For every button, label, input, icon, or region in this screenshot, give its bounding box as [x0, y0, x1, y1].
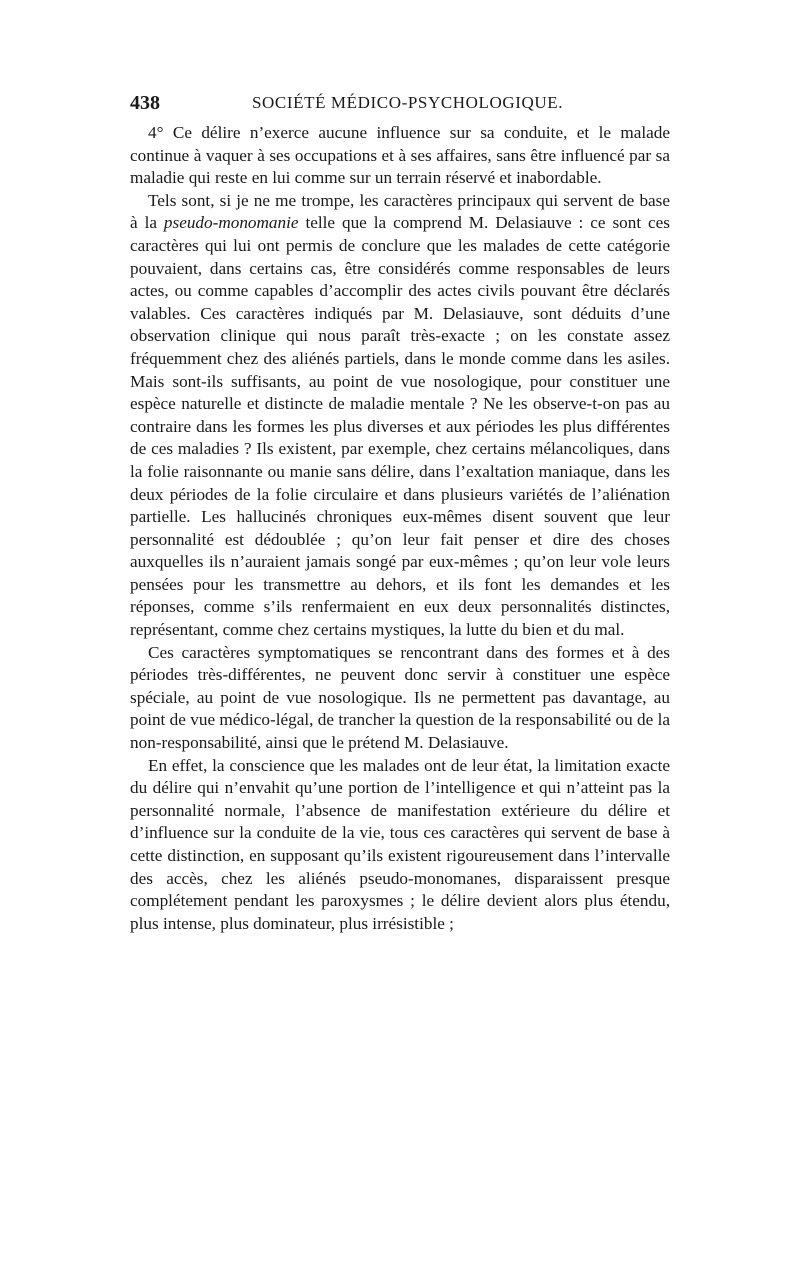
paragraph-text: Tels sont, si je ne me trompe, les caractères principaux qui servent de base à la	[130, 190, 670, 233]
paragraph: En effet, la conscience que les malades ont de leur état, la limitation exacte du délire qui n’envahit qu’une portion de l’intelligence et qui n’atteint pas la personnalité normale, l’absence de manifestation extérieure du délire et d’influence sur la conduite de la vie, tous ces caractères qui servent de base à cette distinction, en supposant qu’ils existent rigoureusement dans l’intervalle des accès, chez les aliénés pseudo-monomanes, disparaissent presque complétement pendant les paroxysmes ; le délire devient alors plus étendu, plus intense, plus dominateur, plus irrésistible ;	[130, 755, 670, 933]
book-page	[130, 88, 670, 935]
page-number: 438	[130, 92, 160, 114]
paragraph	[130, 190, 670, 642]
paragraph-text: telle que la comprend M. Delasiauve : ce sont ces caractères qui lui ont permis de conclure que les malades de cette catégorie pouvaient, dans certains cas, être considérés comme responsables de leurs actes, ou comme capables d’accomplir des actes civils pouvant être déclarés valables. Ces caractères indiqués par M. Delasiauve, sont déduits d’une observation clinique qui nous paraît très-exacte ; on les constate assez fréquemment chez des aliénés partiels, dans le monde comme dans les asiles. Mais sont-ils suffisants, au point de vue nosologique, pour constituer une espèce naturelle et distincte de maladie mentale ? Ne les observe-t-on pas au contraire dans les formes les plus diverses et aux périodes les plus différentes de ces maladies ? Ils existent, par exemple, chez certains mélancoliques, dans la folie raisonnante ou manie sans délire, dans l’exaltation maniaque, dans les deux périodes de la folie circulaire et dans plusieurs variétés de l’aliénation partielle. Les hallucinés chroniques eux-mêmes disent souvent que leur personnalité est dédoublée ; qu’on leur fait penser et dire des choses auxquelles ils n’auraient jamais songé par eux-mêmes ; qu’on leur vole leurs pensées pour les transmettre au dehors, et ils font les demandes et les réponses, comme s’ils renfermaient en eux deux personnalités distinctes, représentant, comme chez certains mystiques, la lutte du bien et du mal.	[130, 213, 670, 640]
running-title: SOCIÉTÉ MÉDICO-PSYCHOLOGIQUE.	[252, 93, 564, 112]
italic-term: pseudo-monomanie	[163, 213, 299, 233]
page-header	[130, 88, 670, 118]
body-text	[130, 122, 670, 935]
paragraph: Ces caractères symptomatiques se rencontrant dans des formes et à des périodes très-différentes, ne peuvent donc servir à constituer une espèce spéciale, au point de vue nosologique. Ils ne permettent pas davantage, au point de vue médico-légal, de trancher la question de la responsabilité ou de la non-responsabilité, ainsi que le prétend M. Delasiauve.	[130, 642, 670, 753]
paragraph: 4° Ce délire n’exerce aucune influence sur sa conduite, et le malade continue à vaquer à ses occupations et à ses affaires, sans être influencé par sa maladie qui reste en lui comme sur un terrain réservé et inabordable.	[130, 123, 670, 188]
